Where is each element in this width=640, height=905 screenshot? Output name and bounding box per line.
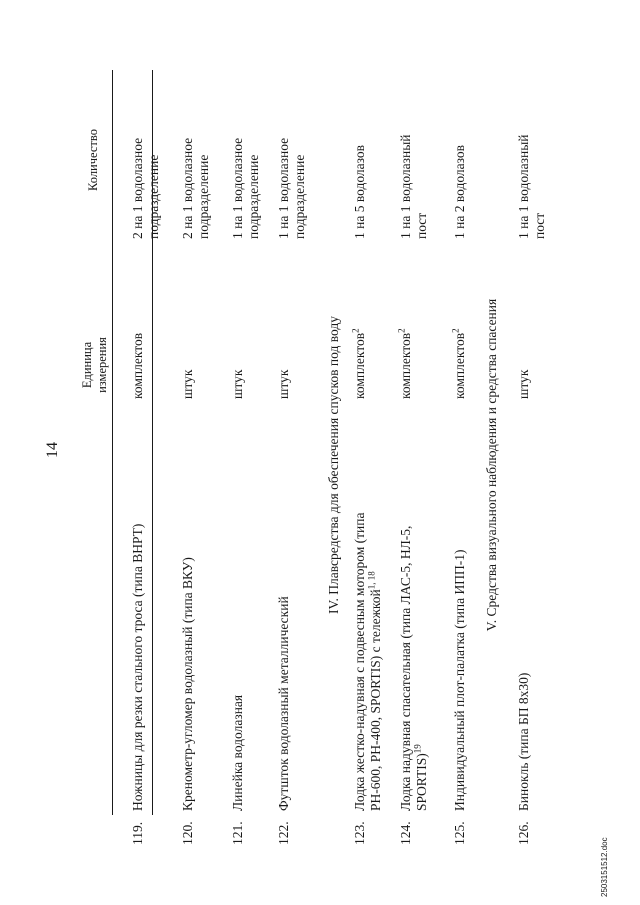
item-unit: штук bbox=[276, 369, 291, 399]
item-name: Индивидуальный плот-палатка (типа ИПП-1) bbox=[452, 549, 467, 811]
item-unit: штук bbox=[230, 369, 245, 399]
item-name: Ножницы для резки стального троса (типа ВНРТ) bbox=[130, 523, 145, 811]
row-number: 124. bbox=[398, 821, 413, 845]
item-quantity: 2 на 1 водолазное подразделение bbox=[130, 137, 161, 239]
item-quantity: 1 на 5 водолазов bbox=[352, 144, 367, 239]
item-unit: штук bbox=[516, 369, 531, 399]
item-name: Бинокль (типа БП 8х30) bbox=[516, 672, 531, 811]
header-top-rule bbox=[112, 70, 113, 815]
item-quantity: 1 на 1 водолазное подразделение bbox=[230, 137, 261, 239]
item-name: Футшток водолазный металлический bbox=[276, 596, 291, 811]
item-name: Лодка жестко-надувная с подвесным мотором (типа РН-600, РН-400, SPORTIS) с тележкой$^{1, 18}$ bbox=[352, 512, 383, 811]
item-name: Лодка надувная спасательная (типа ЛАС-5, НЛ-5, SPORTIS)$^{19}$ bbox=[398, 525, 429, 811]
item-unit: комплектов$^2$ bbox=[396, 328, 413, 399]
item-quantity: 1 на 1 водолазный пост bbox=[398, 134, 429, 239]
row-number: 120. bbox=[180, 821, 195, 845]
item-name: Кренометр-угломер водолазный (типа ВКУ) bbox=[180, 557, 195, 811]
row-number: 126. bbox=[516, 821, 531, 845]
item-quantity: 1 на 1 водолазный пост bbox=[516, 134, 547, 239]
row-number: 119. bbox=[130, 821, 145, 845]
section-heading-iv: IV. Плавсредства для обеспечения спусков под воду bbox=[326, 316, 341, 614]
row-number: 121. bbox=[230, 821, 245, 845]
row-number: 125. bbox=[452, 821, 467, 845]
page-number: 14 bbox=[44, 442, 61, 458]
item-unit: комплектов bbox=[130, 332, 145, 399]
row-number: 123. bbox=[352, 821, 367, 845]
column-header-unit: Единица измерения bbox=[80, 337, 109, 393]
column-header-qty: Количество bbox=[86, 129, 100, 191]
item-name: Линейка водолазная bbox=[230, 694, 245, 811]
item-quantity: 1 на 2 водолазов bbox=[452, 144, 467, 239]
footer-filename: 2503151512.doc bbox=[600, 837, 609, 897]
section-heading-v: V. Средства визуального наблюдения и средства спасения bbox=[484, 298, 499, 632]
item-quantity: 2 на 1 водолазное подразделение bbox=[180, 137, 211, 239]
item-unit: комплектов$^2$ bbox=[350, 328, 367, 399]
item-unit: комплектов$^2$ bbox=[450, 328, 467, 399]
row-number: 122. bbox=[276, 821, 291, 845]
item-unit: штук bbox=[180, 369, 195, 399]
item-quantity: 1 на 1 водолазное подразделение bbox=[276, 137, 307, 239]
